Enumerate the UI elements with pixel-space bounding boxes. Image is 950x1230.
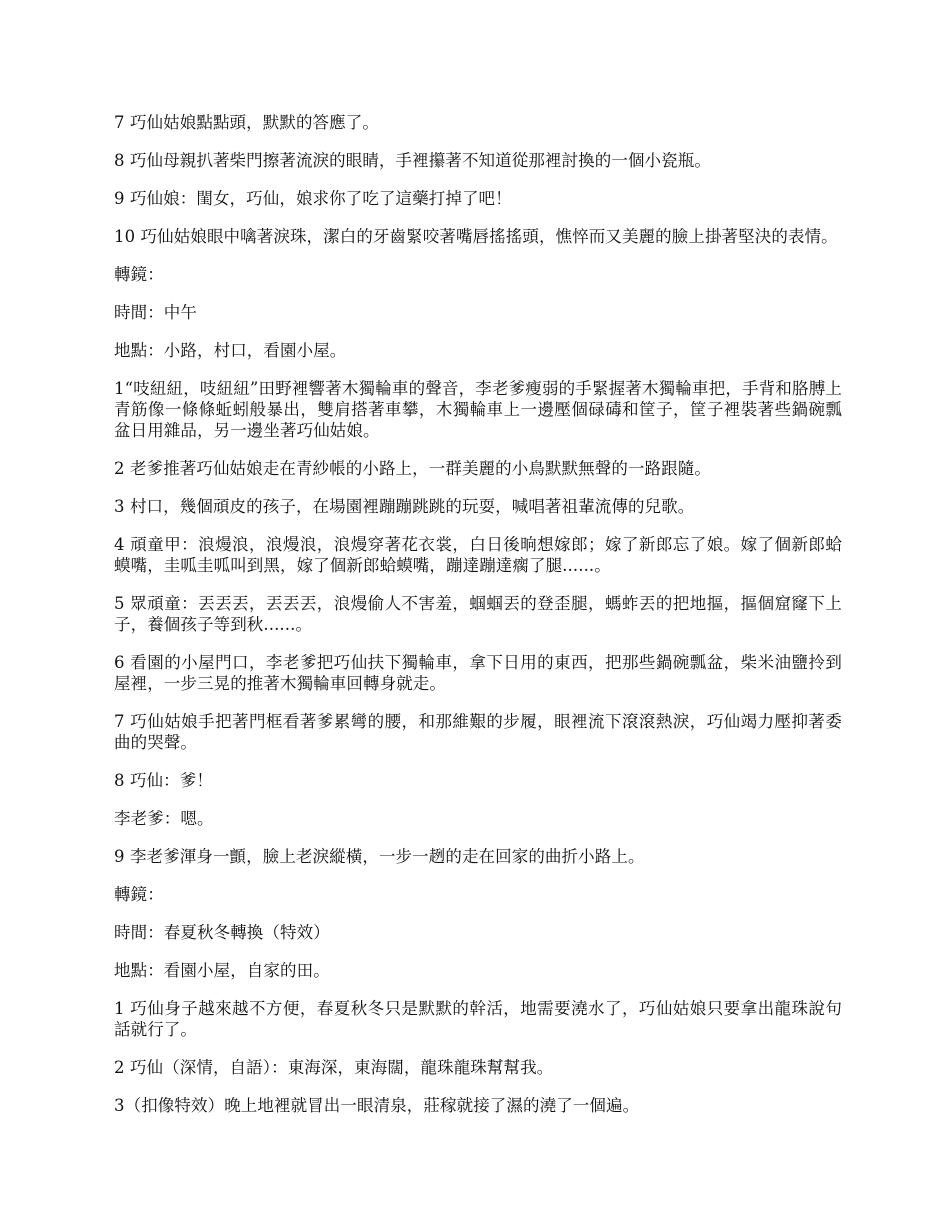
paragraph: 3 村口，幾個頑皮的孩子，在場園裡蹦蹦跳跳的玩耍，喊唱著祖輩流傳的兒歌。 (114, 497, 695, 516)
paragraph: 9 李老爹渾身一顫，臉上老淚縱橫，一步一趔的走在回家的曲折小路上。 (114, 847, 645, 866)
paragraph: 2 巧仙（深情，自語）：東海深，東海闊，龍珠龍珠幫幫我。 (114, 1058, 554, 1077)
paragraph: 3（扣像特效）晚上地裡就冒出一眼清泉，莊稼就接了濕的澆了一個遍。 (114, 1096, 640, 1115)
scene-transition: 轉鏡： (114, 885, 164, 904)
scene-time: 時間：春夏秋冬轉換（特效） (114, 923, 330, 942)
paragraph: 9 巧仙娘：閨女，巧仙，娘求你了吃了這藥打掉了吧！ (114, 189, 512, 208)
scene-location: 地點：看園小屋，自家的田。 (114, 961, 330, 980)
paragraph: 1“吱紐紐，吱紐紐”田野裡響著木獨輪車的聲音，李老爹瘦弱的手緊握著木獨輪車把，手背和胳膊上青筋像一條條蚯蚓般暴出，雙肩搭著車攀，木獨輪車上一邊壓個碌碡和筐子，筐子裡裝著些鍋碗瓢盆日用雜品，另一邊坐著巧仙姑娘。 (114, 379, 842, 440)
paragraph: 6 看園的小屋門口，李老爹把巧仙扶下獨輪車，拿下日用的東西，把那些鍋碗瓢盆，柴米油鹽拎到屋裡，一步三晃的推著木獨輪車回轉身就走。 (114, 653, 842, 693)
paragraph: 4 頑童甲：浪熳浪，浪熳浪，浪熳穿著花衣裳，白日後晌想嫁郎；嫁了新郎忘了娘。嫁了個新郎蛤蟆嘴，圭呱圭呱叫到黑，嫁了個新郎蛤蟆嘴，蹦達蹦達瘸了腿......。 (114, 535, 842, 575)
paragraph: 7 巧仙姑娘點點頭，默默的答應了。 (114, 113, 379, 132)
paragraph: 8 巧仙：爹！ (114, 771, 213, 790)
paragraph: 8 巧仙母親扒著柴門擦著流淚的眼睛，手裡攥著不知道從那裡討換的一個小瓷瓶。 (114, 151, 711, 170)
scene-location: 地點：小路，村口，看園小屋。 (114, 341, 347, 360)
paragraph: 7 巧仙姑娘手把著門框看著爹累彎的腰，和那維艱的步履，眼裡流下滾滾熱淚，巧仙竭力壓抑著委曲的哭聲。 (114, 712, 842, 752)
paragraph: 10 巧仙姑娘眼中噙著淚珠，潔白的牙齒緊咬著嘴唇搖搖頭，憔悴而又美麗的臉上掛著堅決的表情。 (114, 227, 838, 246)
paragraph: 李老爹：嗯。 (114, 809, 214, 828)
scene-transition: 轉鏡： (114, 265, 164, 284)
paragraph: 2 老爹推著巧仙姑娘走在青紗帳的小路上，一群美麗的小鳥默默無聲的一路跟隨。 (114, 459, 711, 478)
paragraph: 1 巧仙身子越來越不方便，春夏秋冬只是默默的幹活，地需要澆水了，巧仙姑娘只要拿出龍珠說句話就行了。 (114, 999, 842, 1039)
scene-time: 時間：中午 (114, 303, 197, 322)
paragraph: 5 眾頑童：丟丟丟，丟丟丟，浪熳偷人不害羞，蝈蝈丟的登歪腿，螞蚱丟的把地摳，摳個窟窿下上子，養個孩子等到秋......。 (114, 594, 842, 634)
